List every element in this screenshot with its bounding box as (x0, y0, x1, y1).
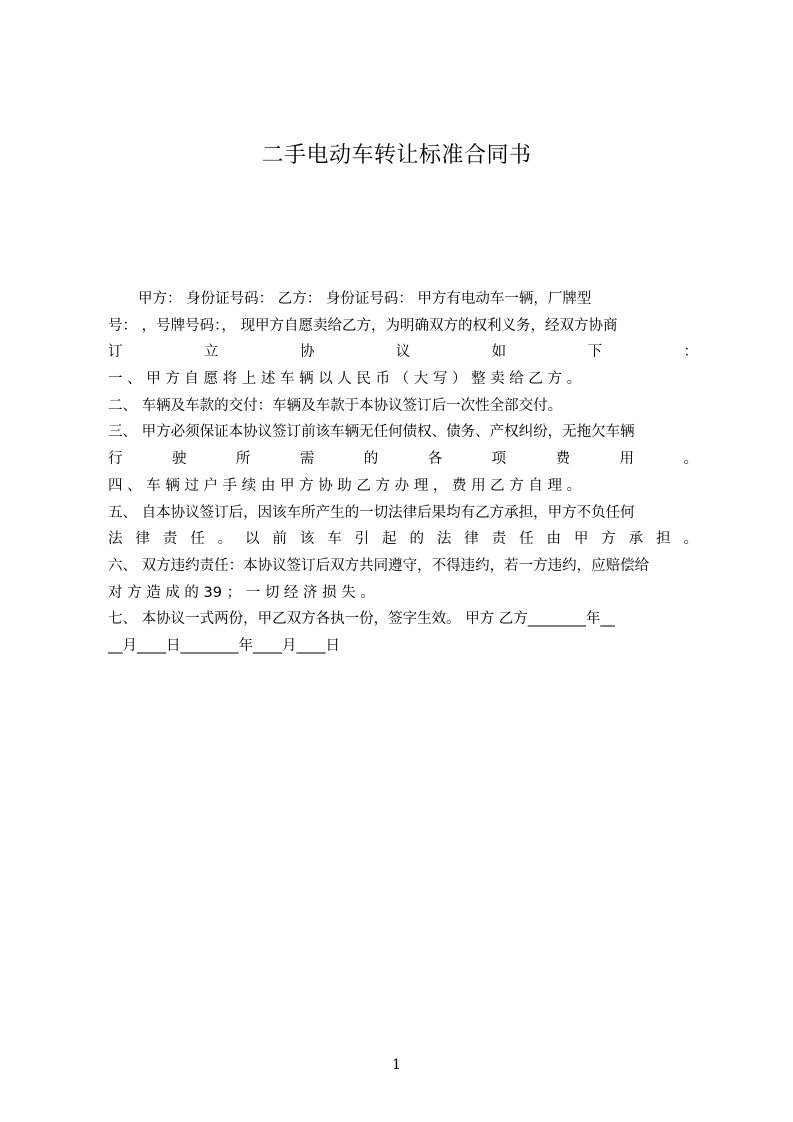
body-line-12: 对 方 造 成 的 39 ； 一 切 经 济 损 失 。 (108, 584, 375, 601)
body-line-10: 法 律 责 任 。 以 前 该 车 引 起 的 法 律 责 任 由 甲 方 承 担 。 (108, 531, 698, 548)
contract-body (108, 286, 698, 660)
body-line-6: 三、 甲方必须保证本协议签订前该车辆无任何债权、债务、产权纠纷，无拖欠车辆 (108, 424, 635, 441)
body-line-11: 六、 双方违约责任：本协议签订后双方共同遵守，不得违约，若一方违约，应赔偿给 (108, 557, 650, 574)
body-line-8: 四 、 车 辆 过 户 手 续 由 甲 方 协 助 乙 方 办 理 ， 费 用 乙 方 自 理 。 (108, 477, 582, 494)
page-number: 1 (392, 1057, 401, 1073)
body-line-14: __月____日________年____月____日 (108, 637, 340, 654)
body-line-9: 五、 自本协议签订后，因该车所产生的一切法律后果均有乙方承担，甲方不负任何 (108, 504, 635, 521)
body-line-2: 号： ，号牌号码：， 现甲方自愿卖给乙方，为明确双方的权利义务，经双方协商 (108, 317, 618, 334)
body-line-5: 二、 车辆及车款的交付：车辆及车款于本协议签订后一次性全部交付。 (108, 397, 563, 414)
body-line-3: 订 立 协 议 如 下 ： (108, 344, 698, 361)
document-title: 二手电动车转让标准合同书 (261, 143, 532, 168)
body-line-7: 行 驶 所 需 的 各 项 费 用 。 (108, 451, 698, 468)
body-line-13: 七、 本协议一式两份，甲乙双方各执一份，签字生效。 甲方 乙方________年__ (108, 611, 615, 628)
body-line-4: 一 、 甲 方 自 愿 将 上 述 车 辆 以 人 民 币 （ 大 写 ） 整 卖 给 乙 方 。 (108, 371, 582, 388)
body-line-1: 甲方： 身份证号码： 乙方： 身份证号码： 甲方有电动车一辆，厂牌型 (138, 291, 592, 307)
